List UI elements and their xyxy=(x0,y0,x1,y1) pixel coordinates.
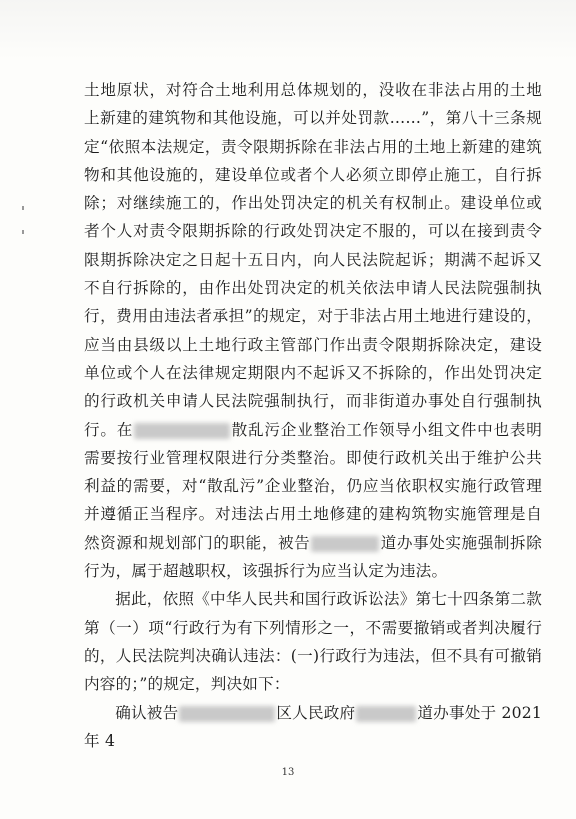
binding-mark xyxy=(22,230,24,234)
redaction-mark xyxy=(179,706,275,722)
paragraph-text: 散乱污企业整治工作领导小组文件中也表明需要按行业管理权限进行分类整治。即使行政机关出于维护公共利益的需要，对“散乱污”企业整治，仍应当依职权实施行政管理并遵循正当程序。对违法占用土地修建的建构筑物实施管理是自然资源和规划部门的职能，被告 xyxy=(84,420,542,552)
paragraph-text: 道办事处实施强制拆除行为，属于超越职权，该强拆行为应当认定为违法。 xyxy=(84,533,542,581)
scan-shading xyxy=(0,0,576,60)
document-body xyxy=(84,76,542,755)
paragraph-p3 xyxy=(84,699,542,756)
paragraph-p1 xyxy=(84,76,542,585)
binding-mark xyxy=(22,206,24,210)
redaction-mark xyxy=(356,706,416,722)
redaction-mark xyxy=(134,423,230,439)
paragraph-text: 确认被告 xyxy=(115,703,179,722)
paragraph-text: 道办事处于 2021 年 4 xyxy=(84,703,542,750)
paragraph-text: 区人民政府 xyxy=(276,703,356,722)
paragraph-p2 xyxy=(84,585,542,698)
paragraph-text: 土地原状，对符合土地利用总体规划的，没收在非法占用的土地上新建的建筑物和其他设施，可以并处罚款……”，第八十三条规定“依照本法规定，责令限期拆除在非法占用的土地上新建的建筑物和其他设施的，建设单位或者个人必须立即停止施工，自行拆除；对继续施工的，作出处罚决定的机关有权制止。建设单位或者个人对责令限期拆除的行政处罚决定不服的，可以在接到责令限期拆除决定之日起十五日内，向人民法院起诉；期满不起诉又不自行拆除的，由作出处罚决定的机关依法申请人民法院强制执行，费用由违法者承担”的规定，对于非法占用土地进行建设的，应当由县级以上土地行政主管部门作出责令限期拆除决定，建设单位或个人在法律规定期限内不起诉又不拆除的，作出处罚决定的行政机关申请人民法院强制执行，而非街道办事处自行强制执行。在 xyxy=(84,81,542,439)
redaction-mark xyxy=(311,536,379,552)
paragraph-text: 据此，依照《中华人民共和国行政诉讼法》第七十四条第二款第（一）项“行政行为有下列情形之一，不需要撤销或者判决履行的，人民法院判决确认违法：(一)行政行为违法，但不具有可撤销内容的；”的规定，判决如下： xyxy=(84,590,542,694)
page-number: 13 xyxy=(281,767,295,778)
